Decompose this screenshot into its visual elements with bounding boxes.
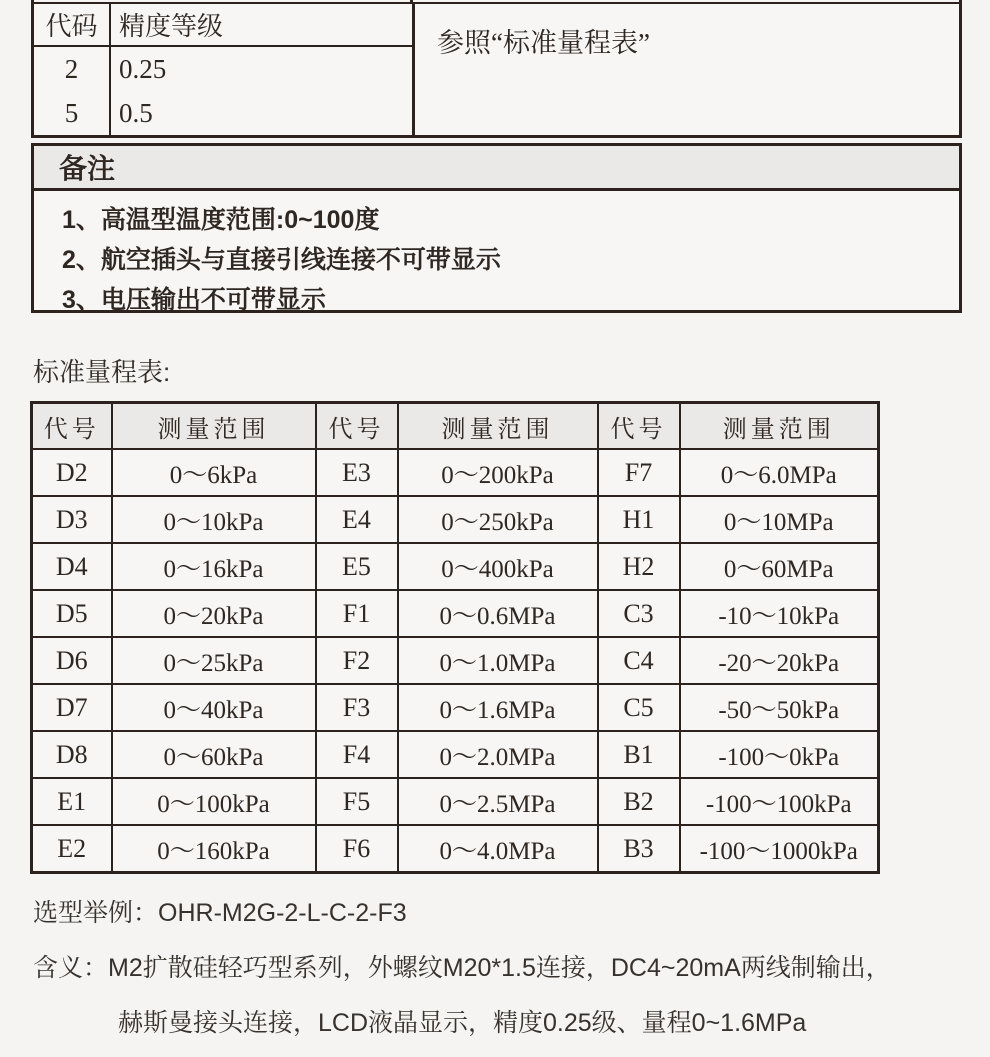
range-value-cell: 0～2.0MPa [398,731,598,778]
range-table-row [32,731,879,778]
remarks-title: 备注 [34,146,959,191]
range-code-cell: F7 [598,449,680,496]
code-cells [34,47,111,135]
code-value: 2 [64,54,79,84]
accuracy-data-rows [34,47,412,135]
range-table [30,401,880,874]
range-value-cell: 0～40kPa [112,684,316,731]
range-code-cell: F3 [316,684,398,731]
range-table-body [32,449,879,873]
range-code-cell: B1 [598,731,680,778]
range-code-cell: B3 [598,825,680,873]
range-value-cell: -100～0kPa [680,731,879,778]
range-code-cell: F4 [316,731,398,778]
selection-example-label: 选型举例： [33,899,159,927]
range-column-header: 测量范围 [112,403,316,450]
range-table-row [32,778,879,825]
range-code-cell: E2 [32,825,112,873]
remark-item: 3、电压输出不可带显示 [62,286,326,314]
range-code-cell: D8 [32,731,112,778]
range-value-cell: 0～6.0MPa [680,449,879,496]
code-value: 5 [64,98,79,128]
range-value-cell: -100～1000kPa [680,825,879,873]
accuracy-column-header: 精度等级 [119,12,224,41]
range-code-cell: D2 [32,449,112,496]
range-value-cell: 0～6kPa [112,449,316,496]
range-reference-note: 参照“标准量程表” [437,28,650,58]
range-value-cell: 0～10MPa [680,496,879,543]
range-table-title: 标准量程表: [33,357,171,387]
range-value-cell: 0～400kPa [398,543,598,590]
meaning-label: 含义： [33,954,109,982]
range-value-cell: 0～4.0MPa [398,825,598,873]
code-column-header: 代码 [34,4,111,45]
range-code-cell: F2 [316,637,398,684]
accuracy-value: 0.5 [119,98,153,128]
range-column-header: 代号 [316,403,398,450]
range-value-cell: -20～20kPa [680,637,879,684]
range-column-header: 代号 [598,403,680,450]
range-code-cell: C4 [598,637,680,684]
range-code-cell: D6 [32,637,112,684]
accuracy-spec-table [31,2,962,138]
remark-item: 1、高温型温度范围:0~100度 [62,206,380,234]
range-column-header: 测量范围 [398,403,598,450]
range-code-cell: F6 [316,825,398,873]
accuracy-header-row [34,4,412,47]
range-value-cell: 0～100kPa [112,778,316,825]
range-code-cell: F5 [316,778,398,825]
range-table-row [32,543,879,590]
range-code-cell: H1 [598,496,680,543]
range-value-cell: 0～1.6MPa [398,684,598,731]
range-code-cell: C5 [598,684,680,731]
range-table-row [32,825,879,873]
range-code-cell: E5 [316,543,398,590]
range-code-cell: B2 [598,778,680,825]
range-code-cell: C3 [598,590,680,637]
range-code-cell: D7 [32,684,112,731]
remark-item: 2、航空插头与直接引线连接不可带显示 [62,246,501,274]
range-value-cell: 0～10kPa [112,496,316,543]
range-code-cell: D3 [32,496,112,543]
selection-example-line [33,893,407,929]
range-value-cell: 0～1.0MPa [398,637,598,684]
range-code-cell: E1 [32,778,112,825]
range-table-row [32,637,879,684]
accuracy-columns [34,4,415,135]
range-code-cell: H2 [598,543,680,590]
range-code-cell: D5 [32,590,112,637]
range-value-cell: 0～60MPa [680,543,879,590]
range-code-cell: D4 [32,543,112,590]
range-value-cell: 0～2.5MPa [398,778,598,825]
range-value-cell: 0～25kPa [112,637,316,684]
range-value-cell: 0～60kPa [112,731,316,778]
range-table-header-row [32,403,879,450]
range-table-row [32,496,879,543]
range-value-cell: 0～250kPa [398,496,598,543]
range-value-cell: 0～16kPa [112,543,316,590]
range-table-row [32,684,879,731]
range-value-cell: 0～20kPa [112,590,316,637]
remarks-box [31,143,962,313]
range-table-row [32,449,879,496]
remarks-list [34,191,959,320]
meaning-text-1: M2扩散硅轻巧型系列，外螺纹M20*1.5连接，DC4~20mA两线制输出， [108,954,891,982]
accuracy-value: 0.25 [119,54,167,84]
range-code-cell: E3 [316,449,398,496]
range-code-cell: E4 [316,496,398,543]
range-value-cell: 0～160kPa [112,825,316,873]
range-code-cell: F1 [316,590,398,637]
range-value-cell: 0～0.6MPa [398,590,598,637]
range-value-cell: -50～50kPa [680,684,879,731]
meaning-line-2: 赫斯曼接头连接，LCD液晶显示，精度0.25级、量程0~1.6MPa [118,1009,807,1037]
range-value-cell: 0～200kPa [398,449,598,496]
range-value-cell: -10～10kPa [680,590,879,637]
meaning-line-1 [33,948,891,984]
model-code: OHR-M2G-2-L-C-2-F3 [158,899,407,927]
range-value-cell: -100～100kPa [680,778,879,825]
range-column-header: 测量范围 [680,403,879,450]
range-table-row [32,590,879,637]
range-column-header: 代号 [32,403,112,450]
accuracy-cells [111,47,412,135]
